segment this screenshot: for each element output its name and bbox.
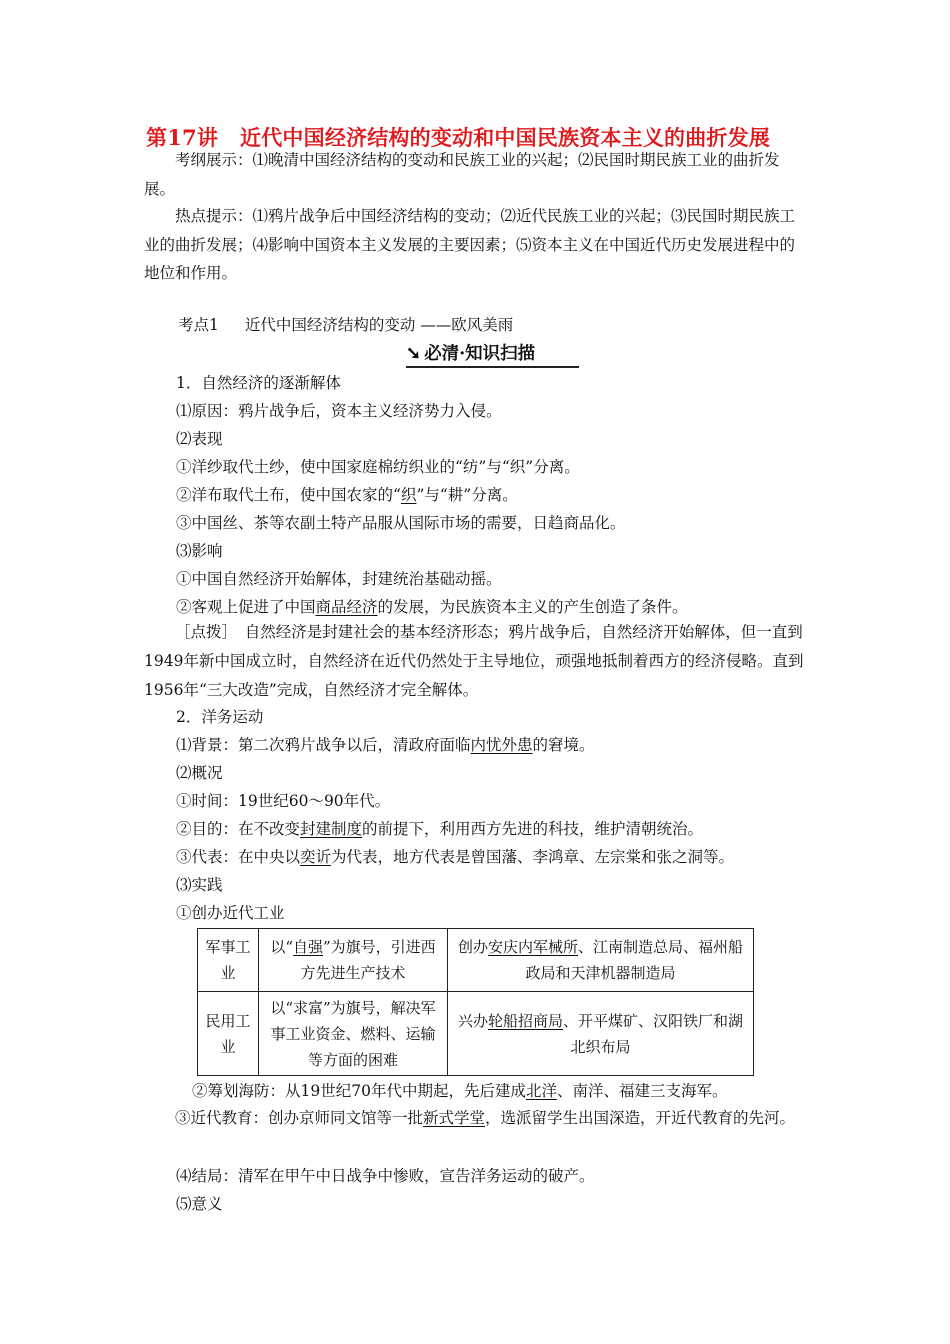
underlined-term: 轮船招商局 xyxy=(487,1011,563,1030)
text-run: 以“ xyxy=(270,938,293,956)
underlined-term: 自强 xyxy=(292,938,323,956)
section2-coastal-defense xyxy=(192,1078,727,1104)
text-run: 的窘境。 xyxy=(532,736,595,754)
section1-impact-2 xyxy=(176,594,688,620)
down-right-arrow-icon: ➘ xyxy=(406,343,422,364)
section2-heading: 2．洋务运动 xyxy=(176,708,264,726)
table-cell-military-head: 军事工业 xyxy=(198,929,259,992)
section2-aim xyxy=(176,816,703,842)
section1-cause: ⑴原因：鸦片战争后，资本主义经济势力入侵。 xyxy=(176,402,502,420)
text-run: 的前提下，利用西方先进的科技，维护清朝统治。 xyxy=(362,820,704,838)
tip-paragraph: ［点拨］ 自然经济是封建社会的基本经济形态；鸦片战争后，自然经济开始解体，但一直到1949年新中国成立时，自然经济在近代仍然处于主导地位，顽强地抵制着西方的经济侵略。直到1956年“三大改造”完成，自然经济才完全解体。 xyxy=(144,623,804,699)
section2-significance-label: ⑸意义 xyxy=(176,1195,223,1213)
underlined-term: 奕䜣 xyxy=(300,848,332,866)
text-run: ②目的：在不改变 xyxy=(176,820,301,838)
text-run: ，选派留学生出国深造，开近代教育的先河。 xyxy=(485,1109,796,1127)
syllabus-paragraph: 考纲展示：⑴晚清中国经济结构的变动和民族工业的兴起；⑵民国时期民族工业的曲折发展。 xyxy=(144,151,780,198)
underlined-term: 新式学堂 xyxy=(423,1109,486,1127)
text-run: 、南洋、福建三支海军。 xyxy=(556,1082,728,1100)
table-cell-military-enterprises xyxy=(448,929,754,992)
table-cell-civil-slogan: 以“求富”为旗号，解决军事工业资金、燃料、运输等方面的困难 xyxy=(259,992,448,1076)
table-cell-military-slogan xyxy=(259,929,448,992)
section2-background xyxy=(176,732,595,758)
underlined-term: 织 xyxy=(400,486,417,504)
exam-point-label: 考点1 xyxy=(178,316,219,334)
text-run: ②筹划海防：从19世纪70年代中期起，先后建成 xyxy=(192,1082,526,1100)
section1-performance-label: ⑵表现 xyxy=(176,430,223,448)
text-run: ”与“耕”分离。 xyxy=(416,486,518,504)
section2-practice-label: ⑶实践 xyxy=(176,876,223,894)
text-run: 创办 xyxy=(457,938,488,956)
text-run: 、江南制造总局、福州船政局和天津机器制造局 xyxy=(525,938,744,982)
section2-outcome: ⑷结局：清军在甲午中日战争中惨败，宣告洋务运动的破产。 xyxy=(176,1167,595,1185)
banner-text: 必清·知识扫描 xyxy=(424,344,536,364)
section1-performance-2 xyxy=(176,482,518,508)
underlined-term: 商品经济 xyxy=(315,598,378,616)
section1-impact-label: ⑶影响 xyxy=(176,542,223,560)
lesson-title-text: 近代中国经济结构的变动和中国民族资本主义的曲折发展 xyxy=(240,125,771,150)
knowledge-scan-banner xyxy=(406,340,579,368)
section2-time: ①时间：19世纪60～90年代。 xyxy=(176,792,391,810)
text-run: 兴办 xyxy=(457,1011,488,1030)
table-cell-civil-head: 民用工业 xyxy=(198,992,259,1076)
text-run: ③近代教育：创办京师同文馆等一批 xyxy=(175,1109,424,1127)
text-run: ③代表：在中央以 xyxy=(176,848,301,866)
section1-performance-3: ③中国丝、茶等农副土特产品服从国际市场的需要，日趋商品化。 xyxy=(176,514,626,532)
text-run: ②客观上促进了中国 xyxy=(176,598,316,616)
section2-representatives xyxy=(176,844,734,870)
section1-heading: 1．自然经济的逐渐解体 xyxy=(176,374,341,392)
exam-point-heading xyxy=(178,313,539,335)
text-run: 的发展，为民族资本主义的产生创造了条件。 xyxy=(377,598,688,616)
underlined-term: 内忧外患 xyxy=(470,736,533,754)
table-row xyxy=(198,992,754,1076)
text-run: 、开平煤矿、汉阳铁厂和湖北织布局 xyxy=(563,1011,744,1056)
underlined-term: 北洋 xyxy=(525,1082,557,1100)
hotspot-paragraph: 热点提示：⑴鸦片战争后中国经济结构的变动；⑵近代民族工业的兴起；⑶民国时期民族工业的曲折发展；⑷影响中国资本主义发展的主要因素；⑸资本主义在中国近代历史发展进程中的地位和作用。 xyxy=(144,207,796,282)
section2-overview-label: ⑵概况 xyxy=(176,764,223,782)
section2-education xyxy=(144,1104,809,1133)
text-run: ”为旗号，引进西方先进生产技术 xyxy=(300,938,436,982)
text-run: 为代表，地方代表是曾国藩、李鸿章、左宗棠和张之洞等。 xyxy=(331,848,735,866)
text-run: ②洋布取代土布，使中国农家的“ xyxy=(176,486,401,504)
section1-impact-1: ①中国自然经济开始解体，封建统治基础动摇。 xyxy=(176,570,502,588)
section2-practice-1: ①创办近代工业 xyxy=(176,904,285,922)
exam-point-title: 近代中国经济结构的变动 ——欧风美雨 xyxy=(244,316,514,334)
table-cell-civil-enterprises xyxy=(448,992,754,1076)
section1-performance-1: ①洋纱取代土纱，使中国家庭棉纺织业的“纺”与“织”分离。 xyxy=(176,458,580,476)
table-row xyxy=(198,929,754,992)
underlined-term: 安庆内军械所 xyxy=(487,938,578,956)
text-run: ⑴背景：第二次鸦片战争以后，清政府面临 xyxy=(176,736,471,754)
industry-table xyxy=(197,928,754,1076)
lesson-number: 第17讲 xyxy=(146,125,219,150)
underlined-term: 封建制度 xyxy=(300,820,363,838)
